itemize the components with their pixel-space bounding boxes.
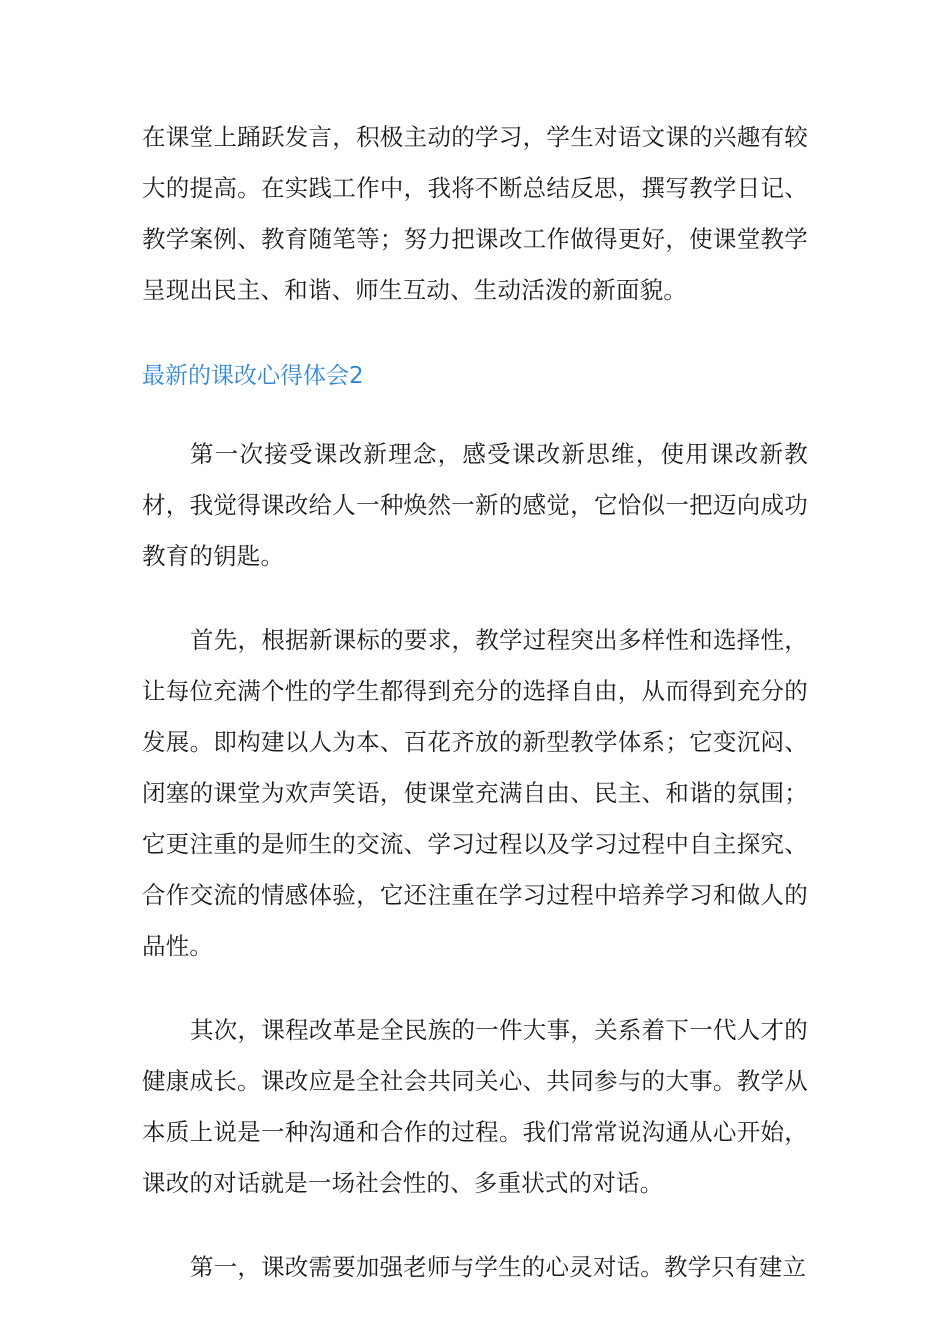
body-paragraph-2: 首先，根据新课标的要求，教学过程突出多样性和选择性，让每位充满个性的学生都得到充分的选择自由，从而得到充分的发展。即构建以人为本、百花齐放的新型教学体系；它变沉闷、闭塞的课堂为欢声笑语，使课堂充满自由、民主、和谐的氛围；它更注重的是师生的交流、学习过程以及学习过程中自主探究、合作交流的情感体验，它还注重在学习过程中培养学习和做人的品性。 xyxy=(142,626,808,960)
body-paragraph-4: 第一，课改需要加强老师与学生的心灵对话。教学只有建立 xyxy=(190,1253,807,1281)
intro-paragraph: 在课堂上踊跃发言，积极主动的学习，学生对语文课的兴趣有较大的提高。在实践工作中，我将不断总结反思，撰写教学日记、教学案例、教育随笔等；努力把课改工作做得更好，使课堂教学呈现出民主、和谐、师生互动、生动活泼的新面貌。 xyxy=(142,123,808,304)
section-heading: 最新的课改心得体会2 xyxy=(142,363,364,389)
body-paragraph-3: 其次，课程改革是全民族的一件大事，关系着下一代人才的健康成长。课改应是全社会共同关心、共同参与的大事。教学从本质上说是一种沟通和合作的过程。我们常常说沟通从心开始，课改的对话就是一场社会性的、多重状式的对话。 xyxy=(142,1016,808,1197)
body-paragraph-1: 第一次接受课改新理念，感受课改新思维，使用课改新教材，我觉得课改给人一种焕然一新的感觉，它恰似一把迈向成功教育的钥匙。 xyxy=(142,440,808,570)
